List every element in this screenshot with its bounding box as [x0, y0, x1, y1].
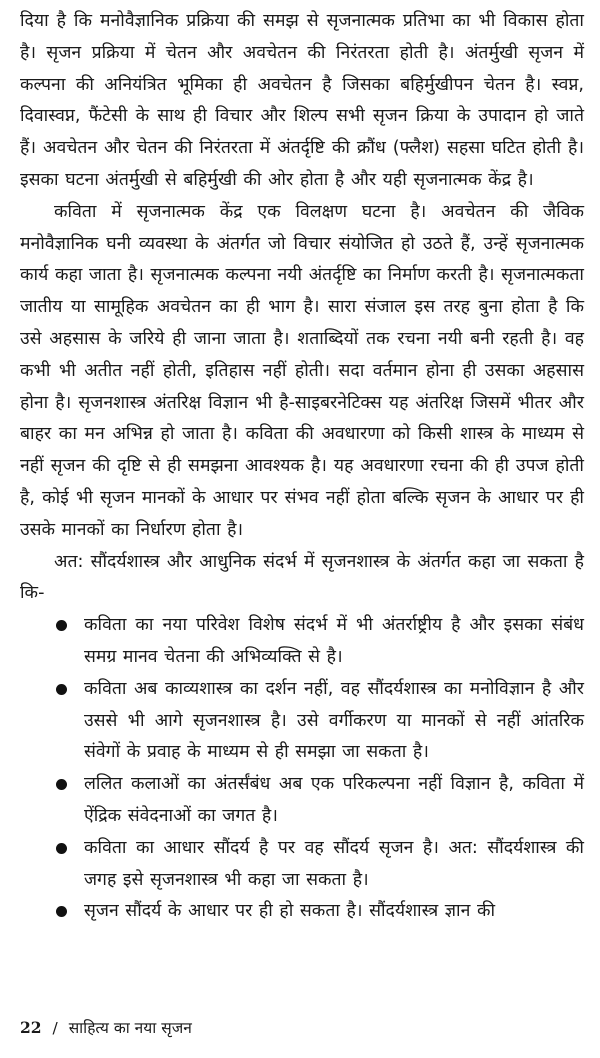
- bullet-item: [20, 833, 584, 897]
- bullet-item: [20, 769, 584, 833]
- bullet-dot-icon: [56, 779, 67, 790]
- bullet-item: [20, 674, 584, 769]
- bullet-text: सृजन सौंदर्य के आधार पर ही हो सकता है। सौंदर्यशास्त्र ज्ञान की: [84, 901, 496, 922]
- footer-separator: /: [52, 1019, 58, 1037]
- page-number: 22: [20, 1018, 42, 1037]
- bullet-dot-icon: [56, 906, 67, 917]
- bullet-dot-icon: [56, 620, 67, 631]
- paragraph-conclusion-intro: अत: सौंदर्यशास्त्र और आधुनिक संदर्भ में सृजनशास्त्र के अंतर्गत कहा जा सकता है कि-: [20, 551, 584, 604]
- bullet-dot-icon: [56, 843, 67, 854]
- bullet-text: कविता अब काव्यशास्त्र का दर्शन नहीं, वह सौंदर्यशास्त्र का मनोविज्ञान है और उससे भी आगे सृजनशास्त्र है। उसे वर्गीकरण या मानकों से नहीं आंतरिक संवेगों के प्रवाह के माध्यम से ही समझा जा सकता है।: [84, 678, 584, 763]
- bullet-item: [20, 610, 584, 674]
- bullet-text: कविता का आधार सौंदर्य है पर वह सौंदर्य सृजन है। अत: सौंदर्यशास्त्र की जगह इसे सृजनशास्त्र भी कहा जा सकता है।: [84, 837, 584, 890]
- book-title: साहित्य का नया सृजन: [68, 1019, 192, 1037]
- bullet-text: कविता का नया परिवेश विशेष संदर्भ में भी अंतर्राष्ट्रीय है और इसका संबंध समग्र मानव चेतना की अभिव्यक्ति से है।: [84, 615, 584, 667]
- page-body: [20, 6, 584, 928]
- page-footer: [20, 1016, 192, 1040]
- bullet-list: [20, 610, 584, 928]
- bullet-dot-icon: [56, 684, 67, 695]
- bullet-text: ललित कलाओं का अंतर्संबंध अब एक परिकल्पना नहीं विज्ञान है, कविता में ऐंद्रिक संवेदनाओं का जगत है।: [84, 774, 584, 826]
- paragraph-creative-center: कविता में सृजनात्मक केंद्र एक विलक्षण घटना है। अवचेतन की जैविक मनोवैज्ञानिक घनी व्यवस्था के अंतर्गत जो विचार संयोजित हो उठते हैं, उन्हें सृजनात्मक कार्य कहा जाता है। सृजनात्मक कल्पना नयी अंतर्दृष्टि का निर्माण करती है। सृजनात्मकता जातीय या सामूहिक अवचेतन का ही भाग है। सारा संजाल इस तरह बुना होता है कि उसे अहसास के जरिये ही जाना जाता है। शताब्दियों तक रचना नयी बनी रहती है। वह कभी भी अतीत नहीं होती, इतिहास नहीं होती। सदा वर्तमान होना ही उसका अहसास होना है। सृजनशास्त्र अंतरिक्ष विज्ञान भी है-साइबरनेटिक्स यह अंतरिक्ष जिसमें भीतर और बाहर का मन अभिन्न हो जाता है। कविता की अवधारणा को किसी शास्त्र के माध्यम से नहीं सृजन की दृष्टि से ही समझना आवश्यक है। यह अवधारणा रचना की ही उपज होती है, कोई भी सृजन मानकों के आधार पर संभव नहीं होता बल्कि सृजन के आधार पर ही उसके मानकों का निर्धारण होता है।: [20, 201, 584, 540]
- paragraph-continued: दिया है कि मनोवैज्ञानिक प्रक्रिया की समझ से सृजनात्मक प्रतिभा का भी विकास होता है। सृजन प्रक्रिया में चेतन और अवचेतन की निरंतरता होती है। अंतर्मुखी सृजन में कल्पना की अनियंत्रित भूमिका ही अवचेतन है जिसका बहिर्मुखीपन चेतन है। स्वप्न, दिवास्वप्न, फैंटेसी के साथ ही विचार और शिल्प सभी सृजन क्रिया के उपादान हो जाते हैं। अवचेतन और चेतन की निरंतरता में अंतर्दृष्टि की क्रौंध (फ्लैश) सहसा घटित होती है। इसका घटना अंतर्मुखी से बहिर्मुखी की ओर होता है और यही सृजनात्मक केंद्र है।: [20, 11, 584, 190]
- bullet-item: [20, 896, 584, 928]
